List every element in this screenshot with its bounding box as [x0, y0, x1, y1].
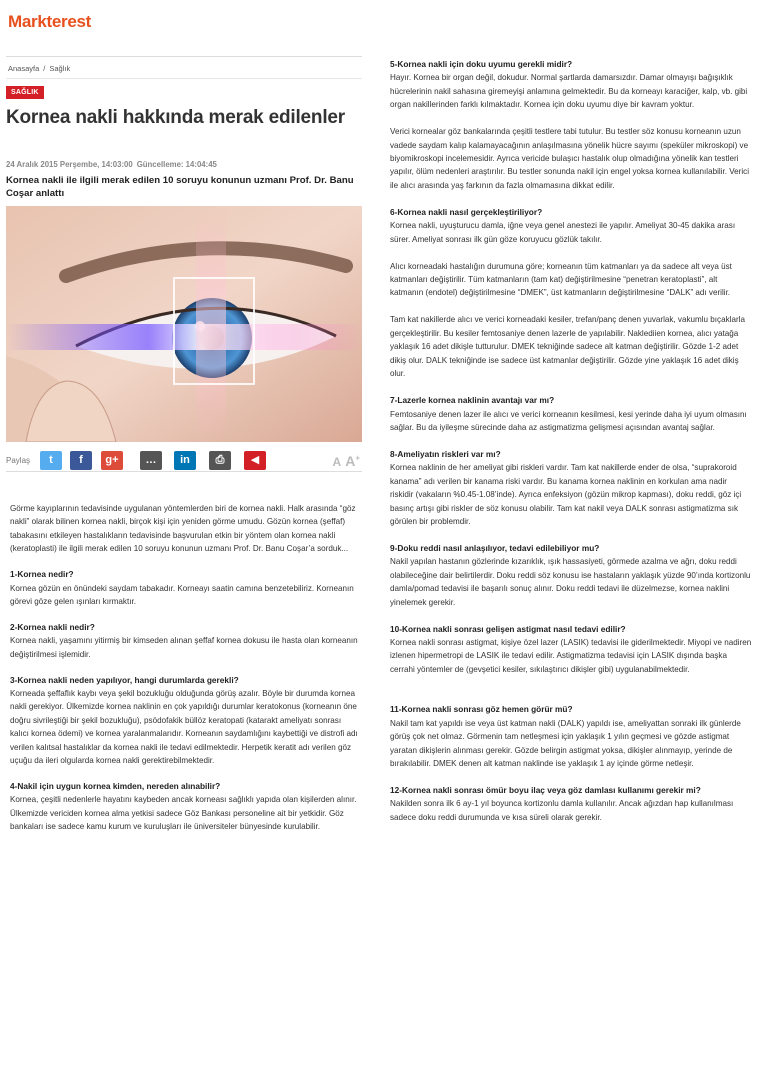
google-plus-share-button[interactable] — [101, 451, 123, 470]
font-size-controls — [333, 453, 360, 469]
question-heading: 10-Kornea nakli sonrası gelişen astigmat nasıl tedavi edilir? — [390, 623, 626, 634]
breadcrumb — [8, 64, 70, 73]
answer-paragraph: Alıcı korneadaki hastalığın durumuna göre; korneanın tüm katmanları ya da sadece alt veya üst katmanları değiştirilir. Tüm katmanların (tam kat) değiştirilmesine “penetran keratoplasti”, alt katmanın (endotel) değiştirilmesine “DMEK”, üst katmanların değiştirilmesine “DALK” adı verilir. — [390, 261, 732, 298]
answer-paragraph: Tam kat nakillerde alıcı ve verici korneadaki kesiler, trefan/panç denen yuvarlak, vakumlu bıçaklarla gerçekleştirilir. Bu kesiler femtosaniye denen lazerle de yapılabilir. Naklediien kornea, alıcı yatağa yaklaşık 16 adet dikişle tutturulur. DMEK tekniğinde sadece alt katman değiştirilir. Gözde 1-2 adet dikiş olur. DALK tekniğinde ise sadece üst katmanlar değiştirilir. Gözde yine yaklaşık 16 adet dikiş olur. — [390, 315, 745, 379]
linkedin-icon: in — [180, 454, 190, 466]
publish-date: 24 Aralık 2015 Perşembe, 14:03:00 — [6, 160, 133, 169]
answer-paragraph: Kornea nakli, yaşamını yitirmiş bir kimseden alınan şeffaf kornea dokusu ile hasta olan korneanın değiştirilmesi işlemidir. — [10, 636, 358, 659]
question-heading: 8-Ameliyatın riskleri var mı? — [390, 448, 501, 459]
article-title: Kornea nakli hakkında merak edilenler — [6, 107, 345, 128]
question-heading: 6-Kornea nakli nasıl gerçekleştiriliyor? — [390, 206, 543, 217]
article-dates — [6, 160, 217, 169]
category-badge[interactable]: SAĞLIK — [6, 86, 44, 99]
twitter-share-button[interactable] — [40, 451, 62, 470]
twitter-icon: t — [49, 454, 53, 466]
hero-image — [6, 206, 362, 442]
update-date: Güncelleme: 14:04:45 — [136, 160, 217, 169]
eye-illustration — [6, 206, 362, 442]
print-button[interactable] — [209, 451, 231, 470]
answer-paragraph: Kornea gözün en önündeki saydam tabakadır. Korneayı saatin camına benzetebiliriz. Korneanın görevi göze gelen ışınları kırmaktır. — [10, 583, 354, 606]
question-heading: 4-Nakil için uygun kornea kimden, nereden alınabilir? — [10, 780, 221, 791]
google-plus-icon: g+ — [105, 454, 119, 466]
article-body-right — [390, 58, 752, 824]
answer-paragraph: Kornea nakli sonrası astigmat, kişiye özel lazer (LASIK) tedavisi ile giderilmektedir. Miyopi ve nadiren izlenen hipermetropi de LASIK ile tedavi edilir. Astigmatizma tedavisi için LASIK dışında başka cerrahi yöntemler de (gevşetici kesiler, sıkılaştırıcı dikişler gibi) uygulanabilmektedir. — [390, 637, 752, 674]
print-icon: ⎙ — [215, 454, 225, 466]
breadcrumb-separator: / — [43, 64, 46, 73]
breadcrumb-divider — [6, 78, 362, 79]
share-label: Paylaş — [6, 456, 31, 465]
answer-paragraph: Femtosaniye denen lazer ile alıcı ve verici korneanın kesilmesi, kesi yerinde daha iyi uyum olmasını sağlar. Bu da iyileşme sürecinde daha az astigmatizma gelişmesi açısından avantaj sağlar. — [390, 409, 747, 432]
question-heading: 9-Doku reddi nasıl anlaşılıyor, tedavi edilebiliyor mu? — [390, 542, 600, 553]
font-decrease-button[interactable]: A — [332, 455, 342, 469]
answer-paragraph: Nakilden sonra ilk 6 ay-1 yıl boyunca kortizonlu damla kullanılır. Ancak ağızdan hap kullanılması sadece doku reddi durumunda ve kısa süreli olarak gerekir. — [390, 799, 734, 822]
answer-paragraph: Nakil yapılan hastanın gözlerinde kızarıklık, ışık hassasiyeti, görmede azalma ve ağrı, doku reddi olabileceğine dair belirtilerdir. Doku reddi söz konusu ise hastaların yaklaşık yüzde 90’ında kortizonlu damla/pomad tedavisi ile başarılı sonuç alınır. Doku reddi tedavi ile düzelmezse, kornea naklini yinelemek gerekir. — [390, 557, 751, 607]
answer-paragraph: Kornea naklinin de her ameliyat gibi riskleri vardır. Tam kat nakillerde ender de olsa, “suprakoroid kanama” adı verilen bir kanama riski vardır. Bu kanama kornea naklinin en korkulan ama nadir riskidir (vakaların %0.45-1.08’inde). Ayrıca enfeksiyon (gözün mikrop kapması), doku reddi, göz içi basınç artışı gibi riskler de söz konusu olabilir. Tam kat nakil veya DALK sonrası astigmatizma sık görülen bir problemdir. — [390, 463, 742, 526]
comment-icon: … — [145, 454, 157, 466]
question-heading: 1-Kornea nedir? — [10, 569, 74, 580]
facebook-icon: f — [79, 454, 83, 466]
answer-paragraph: Kornea nakli, uyuşturucu damla, iğne veya genel anestezi ile yapılır. Ameliyat 30-45 dakika arası sürer. Ameliyat sonrası ilk gün göze koruyucu gözlük takılır. — [390, 221, 736, 244]
share-bar — [6, 448, 362, 472]
answer-paragraph: Hayır. Kornea bir organ değil, dokudur. Normal şartlarda damarsızdır. Damar olmayışı bağışıklık hücrelerinin nakil sahasına giremeyişi anlamına gelmektedir. Bu da korneayı karaciğer, kalp, vb. gibi organ nakillerinden farklı kılmaktadır. Kornea için doku uyumu diye bir kavram yoktur. — [390, 73, 748, 110]
question-heading: 2-Kornea nakli nedir? — [10, 621, 95, 632]
linkedin-share-button[interactable] — [174, 451, 196, 470]
answer-paragraph: Verici kornealar göz bankalarında çeşitli testlere tabi tutulur. Bu testler söz konusu korneanın uzun vadede saydam kalıp kalamayacağının anlaşılmasına yönelik hücre sayımı (speküler mikroskopi) ve biyomikroskopi incelemesidir. Ayrıca vericide bulaşıcı hastalık olup olmadığına yönelik kan testleri yapılır, ölüm nedenleri araştırılır. Bu testler sonunda nakil için engel yoksa kornea kullanılabilir. Verici ile alıcı arasında yaş farkının da fazla olmamasına dikkat edilir. — [390, 127, 750, 190]
article-subtitle: Kornea nakli ile ilgili merak edilen 10 soruyu konunun uzmanı Prof. Dr. Banu Coşar anlattı — [6, 175, 354, 199]
facebook-share-button[interactable] — [70, 451, 92, 470]
intro-paragraph: Görme kayıplarının tedavisinde uygulanan yöntemlerden biri de kornea nakli. Halk arasında “göz nakli” olarak bilinen kornea nakli, birçok kişi için yeniden görme umudu. Gözün kornea (şeffaf) tabakasını etkileyen hastalıkların tedavisinde başvurulan etkin bir yöntem olan kornea nakli (keratoplasti) ile ilgili merak edilen 10 soruyu konunun uzmanı Prof. Dr. Banu Coşar’a sorduk... — [10, 504, 356, 554]
question-heading: 5-Kornea nakli için doku uyumu gerekli midir? — [390, 59, 573, 69]
site-logo[interactable]: Markterest — [8, 12, 91, 31]
question-heading: 7-Lazerle kornea naklinin avantajı var mı? — [390, 395, 555, 406]
question-heading: 12-Kornea nakli sonrası ömür boyu ilaç veya göz damlası kullanımı gerekir mi? — [390, 785, 701, 795]
listen-button[interactable] — [244, 451, 266, 470]
font-increase-button[interactable]: A+ — [345, 453, 360, 469]
header-divider — [6, 56, 362, 57]
answer-paragraph: Kornea, çeşitli nedenlerle hayatını kaybeden ancak korneası sağlıklı yapıda olan kişilerden alınır. Ülkemizde vericiden kornea alma yetkisi sadece Göz Bankası personeline ait bir yetkidir. Göz bankaları ise sadece kamu kurum ve kuruluşları ile üniversiteler bünyesinde kurulabilir. — [10, 795, 357, 832]
breadcrumb-home[interactable]: Anasayfa — [8, 64, 40, 73]
breadcrumb-category[interactable]: Sağlık — [49, 64, 71, 73]
comment-button[interactable] — [140, 451, 162, 470]
question-heading: 11-Kornea nakli sonrası göz hemen görür mü? — [390, 704, 573, 715]
answer-paragraph: Korneada şeffaflık kaybı veya şekil bozukluğu olduğunda görüş azalır. Böyle bir durumda kornea nakli gerekiyor. Ülkemizde kornea naklinin en çok yapıldığı durumlar keratokonus (korneanın öne doğru sivrileştiği bir şekil bozukluğu), psödofakik büllöz keratopati (katarakt ameliyatı sonrası kalıcı kornea ödemi) ve kornea yaralanmalarıdır. Korneanın saydamlığını kaybettiği ve distrofi adı verilen kalıtsal hastalıklar da kornea nakli ile tedavi edilmektedir. Herpetik keratit adı verilen göz uçuğu da ileri olgularda kornea nakli gerektirebilmektedir. — [10, 688, 358, 765]
answer-paragraph: Nakil tam kat yapıldı ise veya üst katman nakli (DALK) yapıldı ise, ameliyattan sonraki ilk günlerde görüş çok net olmaz. Görmenin tam netleşmesi için yaklaşık 1 yılın geçmesi ve gözde astigmat yaratan dikişlerin alınması gerekir. Gözde belirgin astigmat yoksa, dikişler alınmayıp, yerinde de bırakılabilir. DMEK denen alt katman naklinde ise yaklaşık 1 ay içinde görme netleşir. — [390, 718, 741, 768]
article-body-left — [10, 502, 360, 834]
question-heading: 3-Kornea nakli neden yapılıyor, hangi durumlarda gerekli? — [10, 674, 239, 685]
speaker-icon: ◀ — [250, 454, 260, 466]
